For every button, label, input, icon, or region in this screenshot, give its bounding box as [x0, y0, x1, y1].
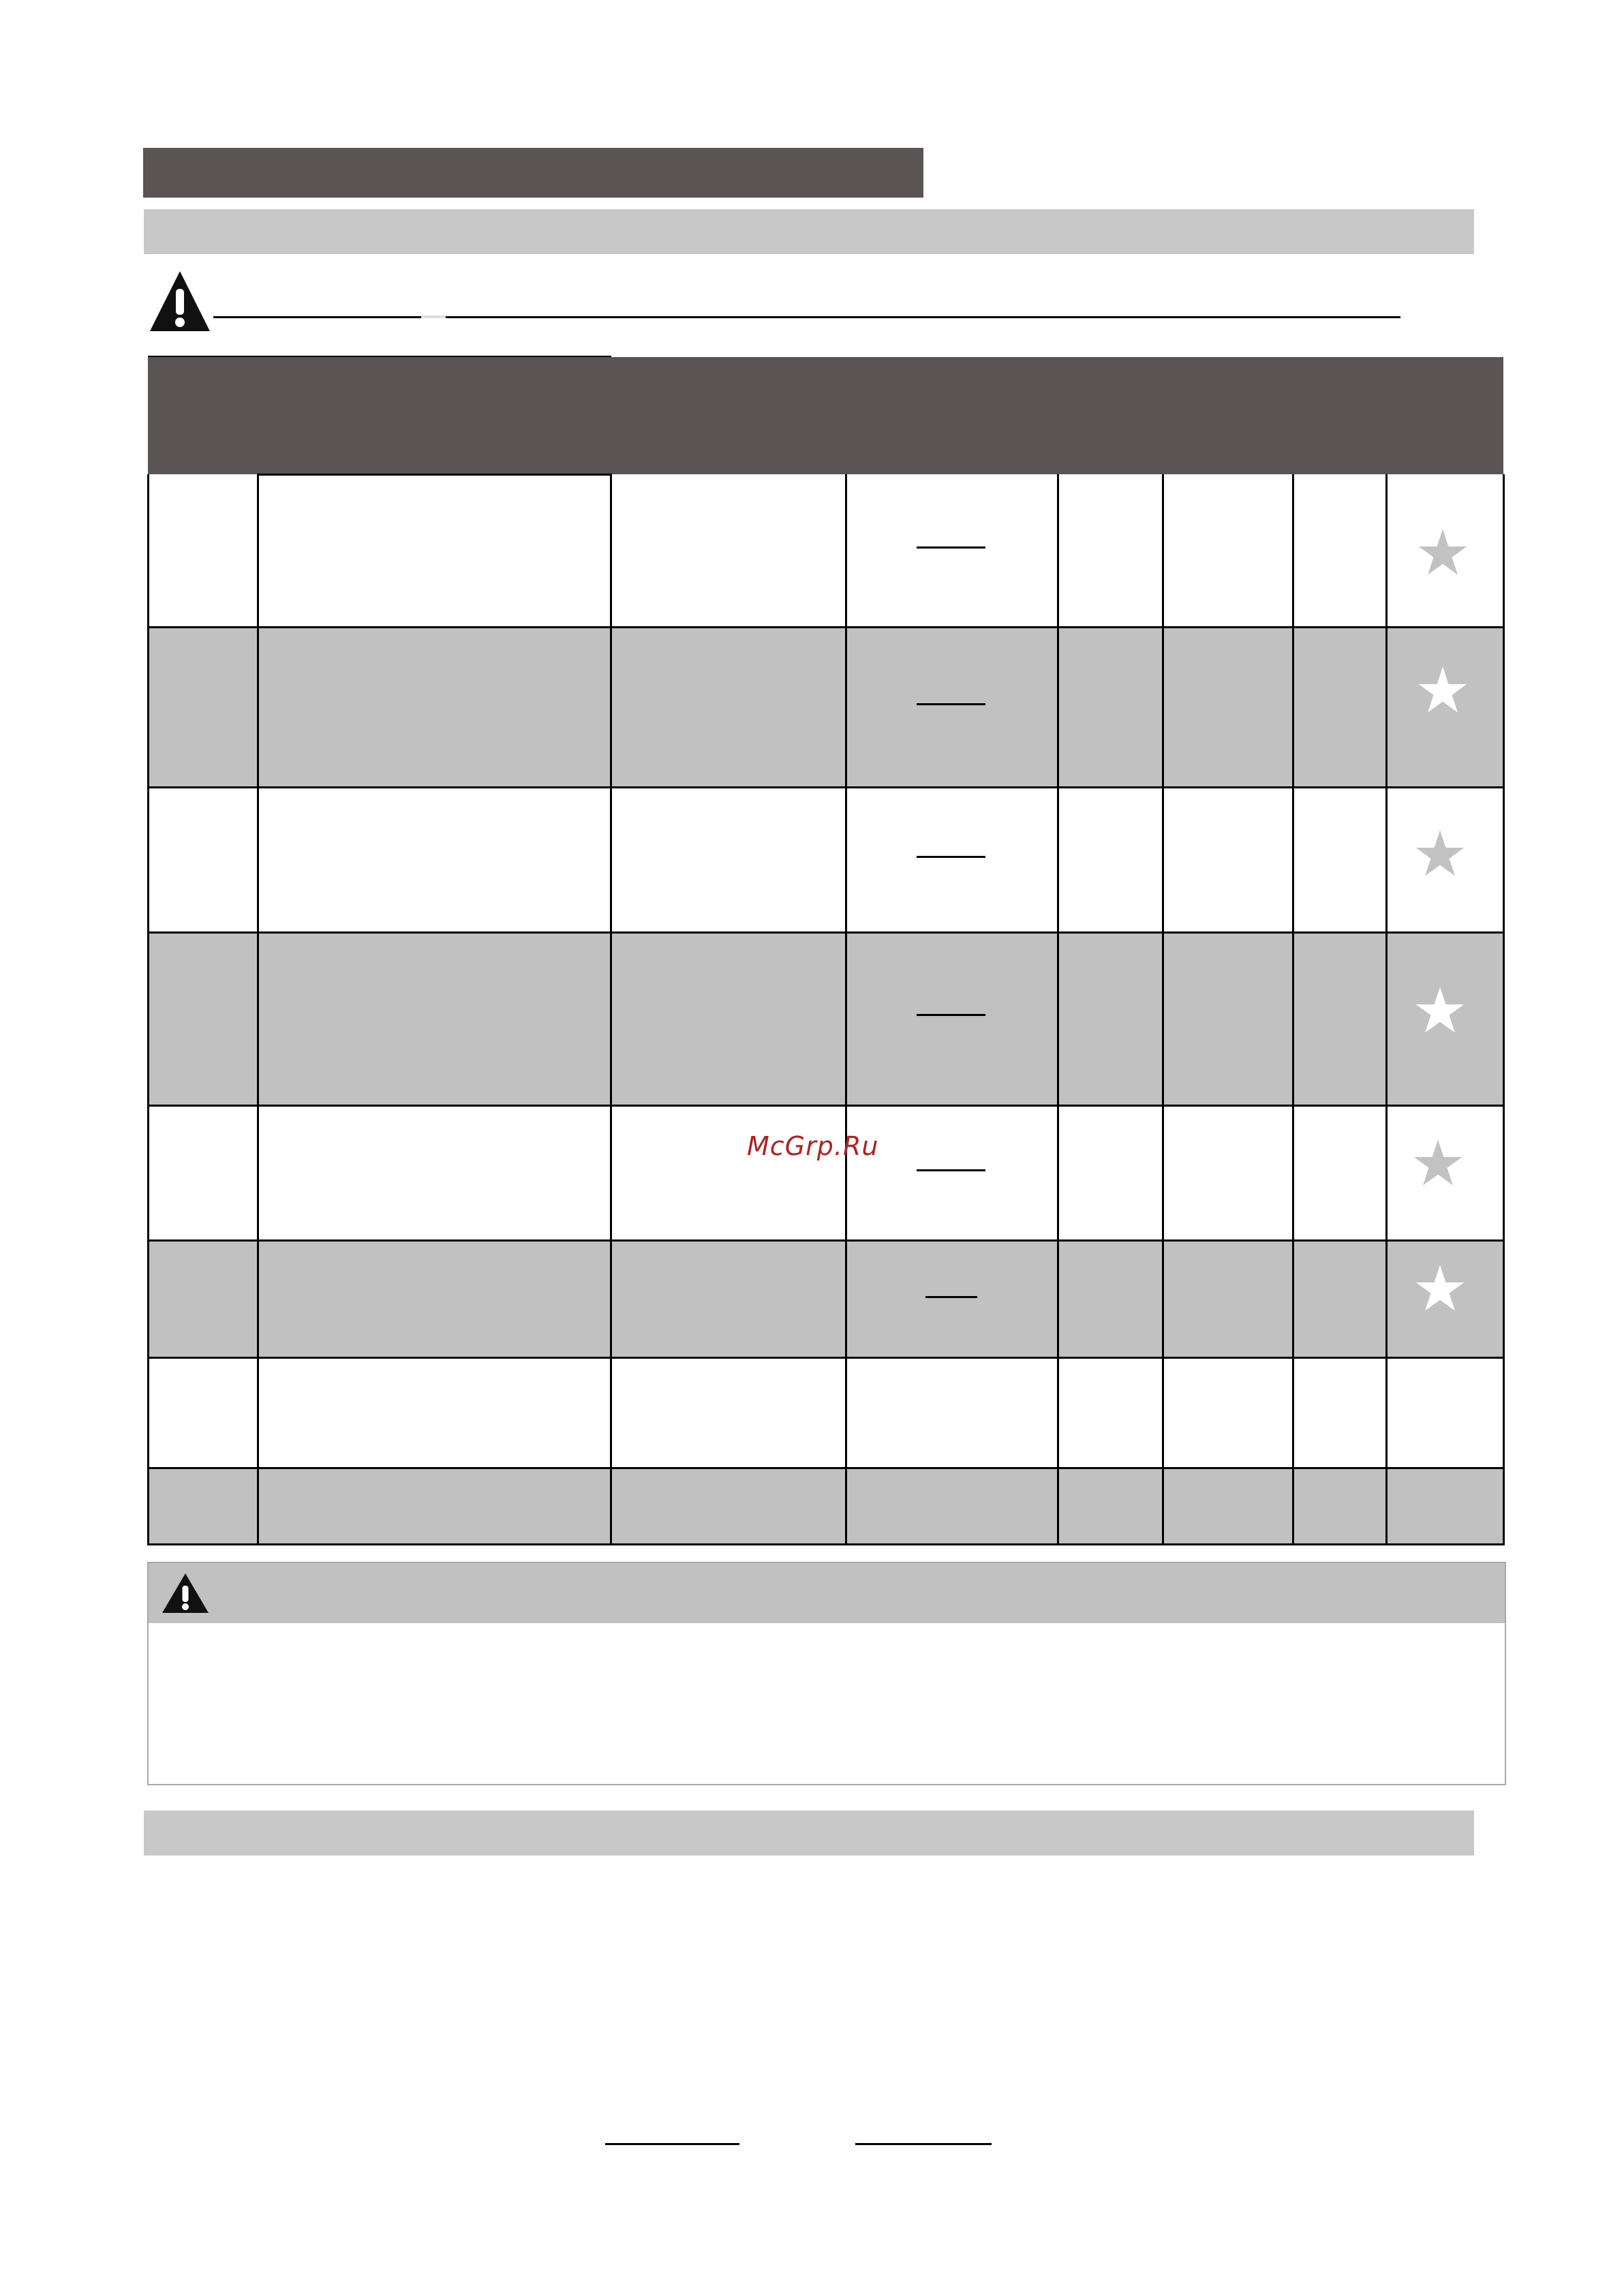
- warning-underline-right: [446, 316, 1400, 318]
- table-row: [148, 627, 1503, 787]
- table-header: [148, 357, 1503, 474]
- title-bar: [143, 148, 923, 198]
- footer-underline: [855, 2143, 992, 2145]
- footer-underline: [605, 2143, 739, 2145]
- star-icon: ★: [1414, 654, 1471, 727]
- value-underline: [925, 1296, 977, 1298]
- grid-line-h: [148, 1105, 1505, 1107]
- star-icon: ★: [1411, 974, 1469, 1047]
- grid-line-v: [845, 474, 847, 1545]
- warning-triangle-icon: [161, 1572, 210, 1614]
- grid-line-h: [148, 931, 1505, 934]
- table-row: [148, 1468, 1503, 1545]
- grid-line-v: [1503, 474, 1505, 1545]
- value-underline: [917, 703, 985, 705]
- grid-line-v: [257, 474, 259, 1545]
- section-bar-top: [144, 209, 1474, 254]
- value-underline: [917, 856, 985, 858]
- table-row: [148, 1105, 1503, 1240]
- grid-line-v: [610, 474, 612, 1545]
- value-underline: [917, 1014, 985, 1016]
- star-icon: ★: [1414, 517, 1471, 589]
- star-icon: ★: [1411, 818, 1469, 891]
- star-icon: ★: [1411, 1252, 1469, 1325]
- value-underline: [917, 546, 985, 549]
- warning-underline-gap: [421, 315, 446, 318]
- grid-line-h: [258, 474, 612, 476]
- watermark: McGrp.Ru: [747, 1131, 879, 1161]
- table-row: [148, 474, 1503, 627]
- grid-line-h: [148, 626, 1505, 628]
- warning-underline-left: [213, 316, 421, 318]
- table-row: [148, 787, 1503, 932]
- grid-line-h: [148, 1239, 1505, 1242]
- grid-line-h: [148, 1357, 1505, 1359]
- grid-line-v: [147, 474, 149, 1545]
- grid-line-h: [148, 1543, 1505, 1545]
- caution-header: [149, 1563, 1505, 1623]
- table-row: [148, 932, 1503, 1105]
- grid-line-v: [1162, 474, 1164, 1545]
- section-bar-bottom: [144, 1811, 1474, 1855]
- star-icon: ★: [1409, 1127, 1467, 1200]
- grid-line-h: [148, 786, 1505, 788]
- table-row: [148, 1357, 1503, 1468]
- grid-line-h: [148, 1467, 1505, 1469]
- grid-line-v: [1385, 474, 1388, 1545]
- value-underline: [917, 1169, 985, 1171]
- table-row: [148, 1240, 1503, 1357]
- grid-line-v: [1057, 474, 1059, 1545]
- warning-triangle-icon: [149, 270, 211, 333]
- grid-line-v: [1292, 474, 1294, 1545]
